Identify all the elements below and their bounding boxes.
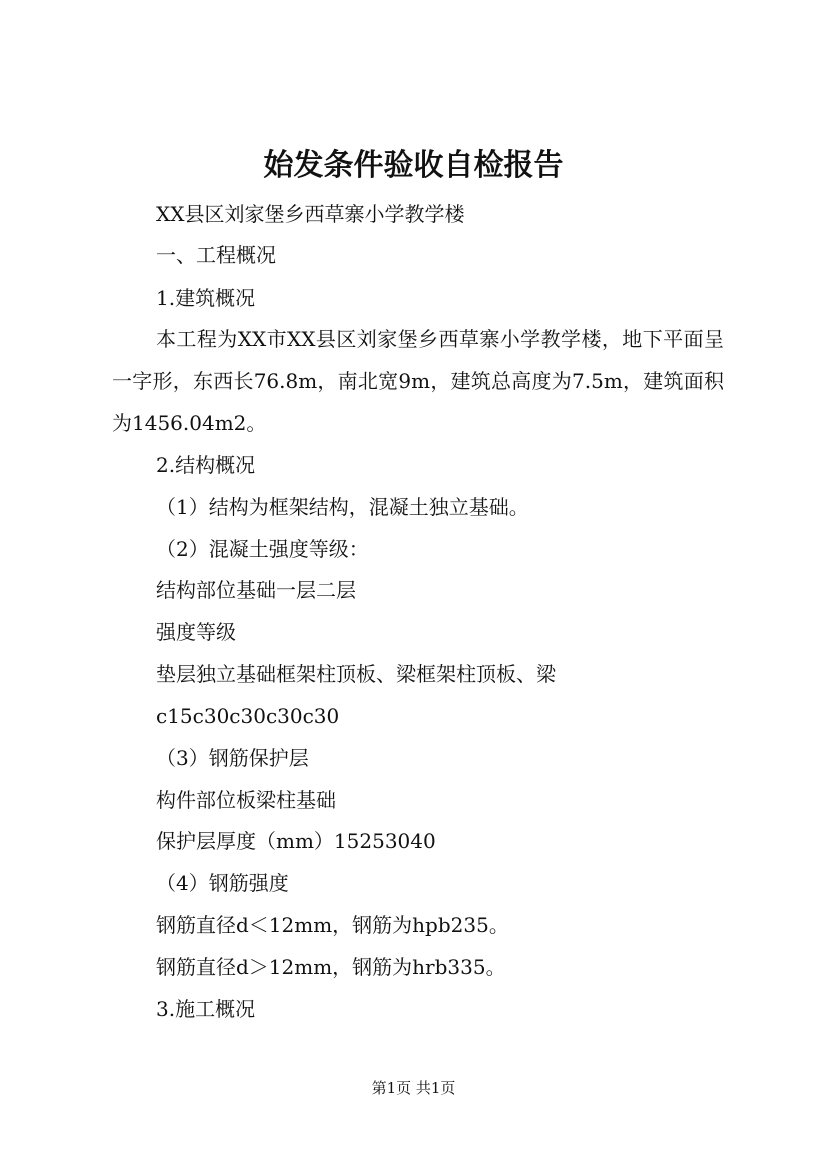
rebar-small-diameter-line: 钢筋直径d＜12mm，钢筋为hpb235。 <box>156 913 509 937</box>
structure-parts-line: 结构部位基础一层二层 <box>156 578 356 602</box>
page-number-footer: 第1页 共1页 <box>371 1079 456 1097</box>
concrete-grade-heading: （2）混凝土强度等级： <box>156 537 369 561</box>
subsection-building-overview: 1.建筑概况 <box>156 286 256 310</box>
component-parts-line: 构件部位板梁柱基础 <box>156 788 336 812</box>
document-title: 始发条件验收自检报告 <box>263 148 564 183</box>
project-name-line: XX县区刘家堡乡西草寨小学教学楼 <box>156 202 465 226</box>
component-list-line: 垫层独立基础框架柱顶板、梁框架柱顶板、梁 <box>156 662 556 686</box>
structure-type-line: （1）结构为框架结构，混凝土独立基础。 <box>156 495 529 519</box>
strength-grade-line: 强度等级 <box>156 620 236 644</box>
subsection-structure-overview: 2.结构概况 <box>156 453 256 477</box>
concrete-grade-values-line: c15c30c30c30c30 <box>156 704 340 728</box>
rebar-cover-heading: （3）钢筋保护层 <box>156 746 309 770</box>
building-description-paragraph: 本工程为XX市XX县区刘家堡乡西草寨小学教学楼，地下平面呈一字形，东西长76.8m，南北宽9m，建筑总高度为7.5m，建筑面积为1456.04m2。 <box>112 327 724 435</box>
rebar-strength-heading: （4）钢筋强度 <box>156 871 289 895</box>
section-heading-overview: 一、工程概况 <box>156 243 276 267</box>
cover-thickness-line: 保护层厚度（mm）15253040 <box>156 829 436 853</box>
rebar-large-diameter-line: 钢筋直径d＞12mm，钢筋为hrb335。 <box>156 955 506 979</box>
subsection-construction-overview: 3.施工概况 <box>156 997 256 1021</box>
